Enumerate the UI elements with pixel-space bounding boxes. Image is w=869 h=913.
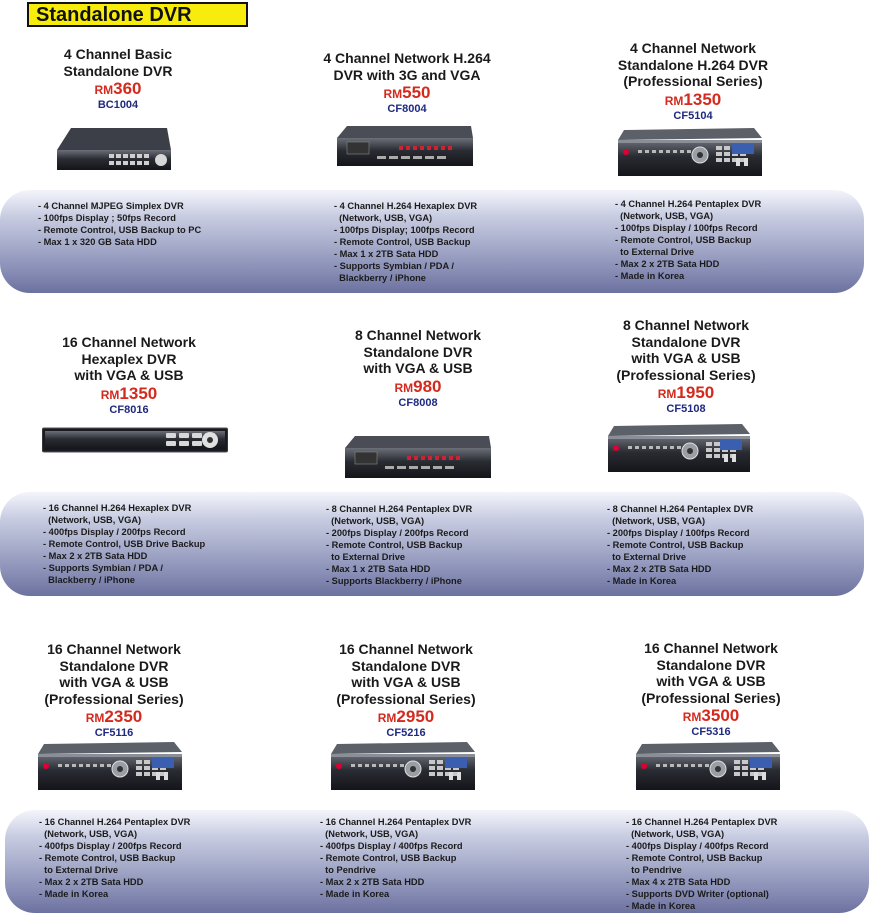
price-amount: 1950 — [676, 383, 715, 402]
product-name-line: (Professional Series) — [623, 73, 763, 89]
feature-item: - Made in Korea — [607, 576, 677, 586]
feature-item: - Remote Control, USB Backup to PC — [38, 225, 202, 235]
price-currency: RM — [383, 87, 403, 101]
dvr-unit-image — [608, 424, 750, 476]
feature-item: - 100fps Display / 100fps Record — [615, 223, 758, 233]
product-card — [583, 40, 803, 122]
feature-item: - 400fps Display / 200fps Record — [43, 527, 186, 537]
product-name-line: 8 Channel Network — [622, 317, 750, 333]
product-price — [583, 91, 803, 110]
product-name-line: (Professional Series) — [44, 690, 184, 707]
feature-item: - 4 Channel H.264 Hexaplex DVR — [334, 201, 478, 211]
feature-item: - Made in Korea — [626, 901, 696, 911]
product-price — [4, 708, 224, 727]
product-name-line: (Professional Series) — [336, 690, 476, 707]
feature-item: - Max 2 x 2TB Sata HDD — [43, 551, 148, 561]
feature-item: to External Drive — [326, 552, 406, 562]
product-price — [576, 384, 796, 403]
feature-list — [615, 198, 761, 282]
dvr-unit-image — [331, 742, 475, 794]
price-currency: RM — [664, 93, 684, 108]
feature-item: - Remote Control, USB Backup — [607, 540, 744, 550]
product-price — [8, 80, 228, 99]
feature-item: - Remote Control, USB Backup — [615, 235, 752, 245]
feature-item: - Max 2 x 2TB Sata HDD — [39, 877, 144, 887]
product-name-line: Standalone H.264 DVR — [617, 56, 769, 73]
dvr-unit-image — [345, 434, 491, 482]
product-card — [8, 46, 228, 111]
product-name-line: with VGA & USB — [74, 367, 184, 383]
feature-list — [626, 816, 777, 912]
product-price — [19, 385, 239, 404]
feature-item: to External Drive — [607, 552, 687, 562]
product-name-line: 16 Channel Network — [339, 641, 473, 657]
price-currency: RM — [94, 83, 114, 97]
product-name-line: DVR with 3G and VGA — [333, 66, 481, 83]
dvr-unit-image — [636, 742, 780, 794]
feature-list — [320, 816, 471, 900]
feature-item: (Network, USB, VGA) — [39, 829, 138, 839]
dvr-unit-image — [38, 742, 182, 794]
feature-item: - Max 4 x 2TB Sata HDD — [626, 877, 731, 887]
product-price — [296, 708, 516, 727]
feature-item: - 16 Channel H.264 Hexaplex DVR — [43, 503, 192, 513]
feature-item: - 8 Channel H.264 Pentaplex DVR — [607, 504, 754, 514]
feature-item: - 16 Channel H.264 Pentaplex DVR — [626, 817, 778, 827]
feature-item: - Made in Korea — [615, 271, 685, 281]
feature-item: - Remote Control, USB Drive Backup — [43, 539, 206, 549]
product-code: CF5216 — [386, 727, 426, 739]
product-name-line: 16 Channel Network — [644, 640, 778, 656]
product-card — [4, 641, 224, 739]
product-code: BC1004 — [97, 99, 139, 111]
product-price — [297, 84, 517, 103]
feature-item: - 16 Channel H.264 Pentaplex DVR — [320, 817, 472, 827]
feature-item: - Supports DVD Writer (optional) — [626, 889, 769, 899]
product-name-line: Standalone DVR — [351, 657, 461, 674]
product-code: CF8004 — [387, 103, 427, 115]
price-amount: 2350 — [104, 707, 143, 726]
product-code: CF5104 — [673, 109, 713, 122]
feature-item: Blackberry / iPhone — [334, 273, 426, 283]
feature-item: - 100fps Display; 100fps Record — [334, 225, 475, 235]
price-currency: RM — [100, 387, 120, 402]
feature-item: - Made in Korea — [320, 889, 390, 899]
feature-item: - Remote Control, USB Backup — [320, 853, 457, 863]
product-name-line: 4 Channel Network H.264 — [323, 50, 491, 66]
feature-list — [43, 502, 205, 586]
page-header — [27, 2, 248, 27]
feature-item: - 4 Channel H.264 Pentaplex DVR — [615, 199, 762, 209]
dvr-unit-image — [57, 124, 171, 172]
product-name-line: 16 Channel Network — [62, 334, 196, 350]
feature-item: - Max 2 x 2TB Sata HDD — [320, 877, 425, 887]
page-title: Standalone DVR — [36, 4, 192, 26]
feature-item: - 400fps Display / 400fps Record — [320, 841, 463, 851]
dvr-unit-image — [42, 426, 228, 454]
feature-item: - Supports Blackberry / iPhone — [326, 576, 462, 586]
product-name-line: 8 Channel Network — [354, 327, 482, 343]
feature-item: - Remote Control, USB Backup — [626, 853, 763, 863]
feature-item: (Network, USB, VGA) — [626, 829, 725, 839]
product-name-line: with VGA & USB — [351, 674, 461, 690]
feature-item: - 100fps Display ; 50fps Record — [38, 213, 176, 223]
feature-item: - Made in Korea — [39, 889, 109, 899]
price-currency: RM — [377, 711, 397, 725]
product-name-line: Hexaplex DVR — [81, 350, 177, 367]
feature-item: - 400fps Display / 200fps Record — [39, 841, 182, 851]
price-amount: 2950 — [396, 707, 435, 726]
feature-item: Blackberry / iPhone — [43, 575, 135, 585]
product-name-line: (Professional Series) — [616, 366, 756, 383]
feature-list — [607, 503, 753, 587]
feature-item: - Supports Symbian / PDA / — [334, 261, 455, 271]
price-currency: RM — [657, 387, 677, 401]
price-amount: 1350 — [119, 383, 158, 403]
product-name-line: 4 Channel Basic — [63, 46, 173, 62]
product-name-line: Standalone DVR — [63, 62, 173, 79]
product-card — [296, 641, 516, 739]
product-card — [601, 640, 821, 738]
price-currency: RM — [85, 711, 105, 725]
feature-item: - Remote Control, USB Backup — [39, 853, 176, 863]
product-price — [601, 707, 821, 726]
feature-item: (Network, USB, VGA) — [43, 515, 142, 525]
feature-item: - Max 1 x 2TB Sata HDD — [326, 564, 431, 574]
feature-item: - 200fps Display / 200fps Record — [326, 528, 469, 538]
price-amount: 550 — [402, 83, 431, 102]
feature-list — [39, 816, 190, 900]
product-card — [308, 327, 528, 409]
feature-item: to External Drive — [615, 247, 695, 257]
feature-list — [38, 200, 201, 248]
product-name-line: Standalone DVR — [631, 333, 741, 350]
price-currency: RM — [394, 380, 414, 395]
product-name-line: with VGA & USB — [631, 350, 741, 366]
product-name-line: Standalone DVR — [59, 657, 169, 674]
product-name-line: Standalone DVR — [363, 343, 473, 360]
feature-item: (Network, USB, VGA) — [326, 516, 425, 526]
feature-item: (Network, USB, VGA) — [320, 829, 419, 839]
feature-item: (Network, USB, VGA) — [615, 211, 714, 221]
feature-item: - 16 Channel H.264 Pentaplex DVR — [39, 817, 191, 827]
product-name-line: 16 Channel Network — [47, 641, 181, 657]
feature-item: - Remote Control, USB Backup — [326, 540, 463, 550]
product-code: CF5108 — [666, 403, 706, 415]
product-name-line: Standalone DVR — [656, 656, 766, 673]
feature-item: - 200fps Display / 100fps Record — [607, 528, 750, 538]
feature-item: - Supports Symbian / PDA / — [43, 563, 164, 573]
product-name-line: (Professional Series) — [641, 689, 781, 706]
product-card — [297, 50, 517, 115]
price-amount: 1350 — [683, 89, 722, 109]
product-card — [576, 317, 796, 415]
price-amount: 980 — [413, 376, 442, 396]
feature-item: - Max 2 x 2TB Sata HDD — [607, 564, 712, 574]
product-name-line: with VGA & USB — [656, 673, 766, 689]
feature-item: - Max 1 x 320 GB Sata HDD — [38, 237, 157, 247]
product-code: CF5116 — [94, 727, 134, 739]
feature-item: to External Drive — [39, 865, 119, 875]
product-name-line: with VGA & USB — [363, 360, 473, 376]
feature-item: - 4 Channel MJPEG Simplex DVR — [38, 201, 184, 211]
price-currency: RM — [682, 710, 702, 724]
feature-item: - Remote Control, USB Backup — [334, 237, 471, 247]
feature-item: - 400fps Display / 400fps Record — [626, 841, 769, 851]
feature-item: - Max 1 x 2TB Sata HDD — [334, 249, 439, 259]
feature-item: - Max 2 x 2TB Sata HDD — [615, 259, 720, 269]
price-amount: 3500 — [701, 706, 740, 725]
product-code: CF8016 — [109, 403, 149, 416]
product-name-line: with VGA & USB — [59, 674, 169, 690]
feature-list — [326, 503, 472, 587]
feature-list — [334, 200, 477, 284]
feature-item: to Pendrive — [320, 865, 376, 875]
product-code: CF5316 — [691, 726, 731, 738]
feature-item: to Pendrive — [626, 865, 682, 875]
dvr-unit-image — [337, 124, 473, 170]
feature-item: (Network, USB, VGA) — [334, 213, 433, 223]
product-price — [308, 378, 528, 397]
product-card — [19, 334, 239, 416]
product-name-line: 4 Channel Network — [629, 40, 757, 56]
product-code: CF8008 — [398, 396, 438, 409]
feature-item: (Network, USB, VGA) — [607, 516, 706, 526]
price-amount: 360 — [113, 79, 142, 98]
feature-item: - 8 Channel H.264 Pentaplex DVR — [326, 504, 473, 514]
dvr-unit-image — [618, 128, 762, 180]
